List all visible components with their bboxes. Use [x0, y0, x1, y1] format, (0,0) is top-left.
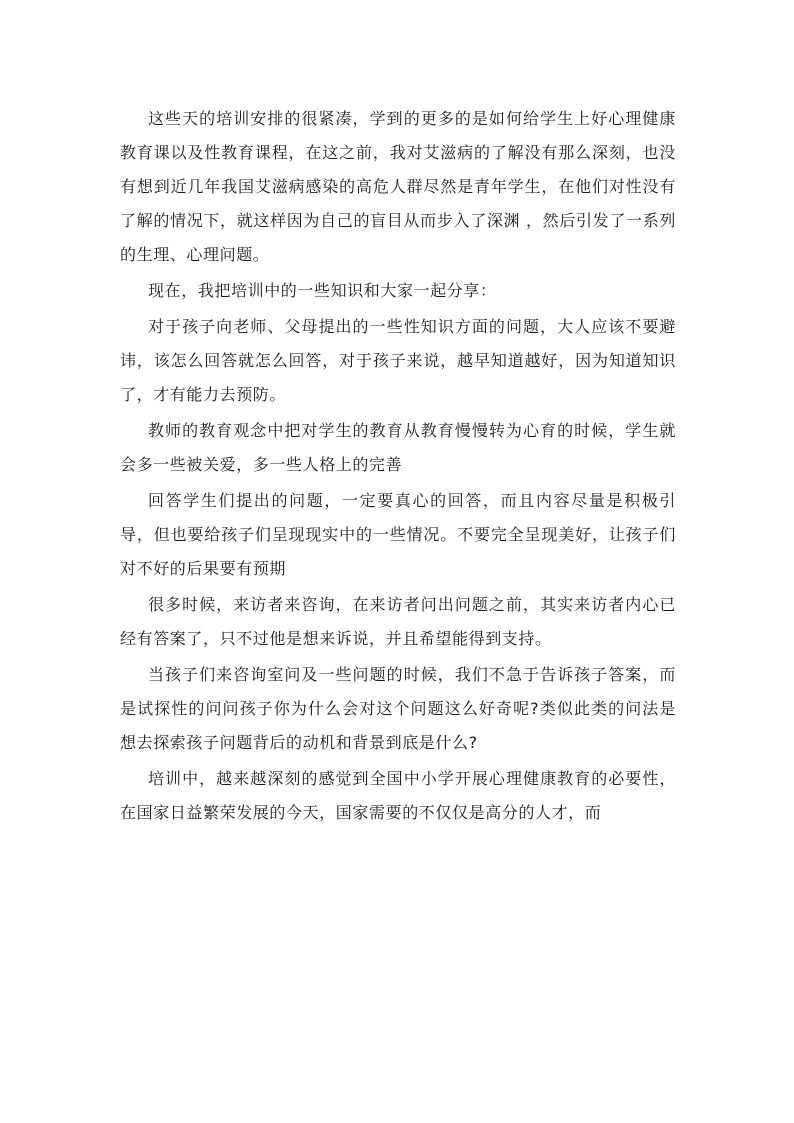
- paragraph-5: 回答学生们提出的问题，一定要真心的回答，而且内容尽量是积极引导，但也要给孩子们呈现现实中的一些情况。不要完全呈现美好，让孩子们对不好的后果要有预期: [120, 491, 676, 578]
- paragraph-1: 这些天的培训安排的很紧凑，学到的更多的是如何给学生上好心理健康教育课以及性教育课程，在这之前，我对艾滋病的了解没有那么深刻，也没有想到近几年我国艾滋病感染的高危人群尽然是青年学生，在他们对性没有了解的情况下，就这样因为自己的盲目从而步入了深渊 ，然后引发了一系列的生理、心理问题。: [120, 109, 676, 264]
- paragraph-6: 很多时候，来访者来咨询，在来访者问出问题之前，其实来访者内心已经有答案了，只不过他是想来诉说，并且希望能得到支持。: [120, 595, 676, 648]
- document-body: [120, 102, 676, 830]
- paragraph-7: 当孩子们来咨询室问及一些问题的时候，我们不急于告诉孩子答案，而是试探性的问问孩子你为什么会对这个问题这么好奇呢?类似此类的问法是想去探索孩子问题背后的动机和背景到底是什么?: [120, 665, 676, 752]
- paragraph-3: 对于孩子向老师、父母提出的一些性知识方面的问题，大人应该不要避讳，该怎么回答就怎么回答，对于孩子来说，越早知道越好，因为知道知识了，才有能力去预防。: [120, 317, 676, 404]
- paragraph-2: 现在，我把培训中的一些知识和大家一起分享：: [148, 281, 497, 300]
- paragraph-8: 培训中，越来越深刻的感觉到全国中小学开展心理健康教育的必要性，在国家日益繁荣发展的今天，国家需要的不仅仅是高分的人才，而: [120, 769, 676, 822]
- paragraph-4: 教师的教育观念中把对学生的教育从教育慢慢转为心育的时候，学生就会多一些被关爱，多一些人格上的完善: [120, 421, 676, 474]
